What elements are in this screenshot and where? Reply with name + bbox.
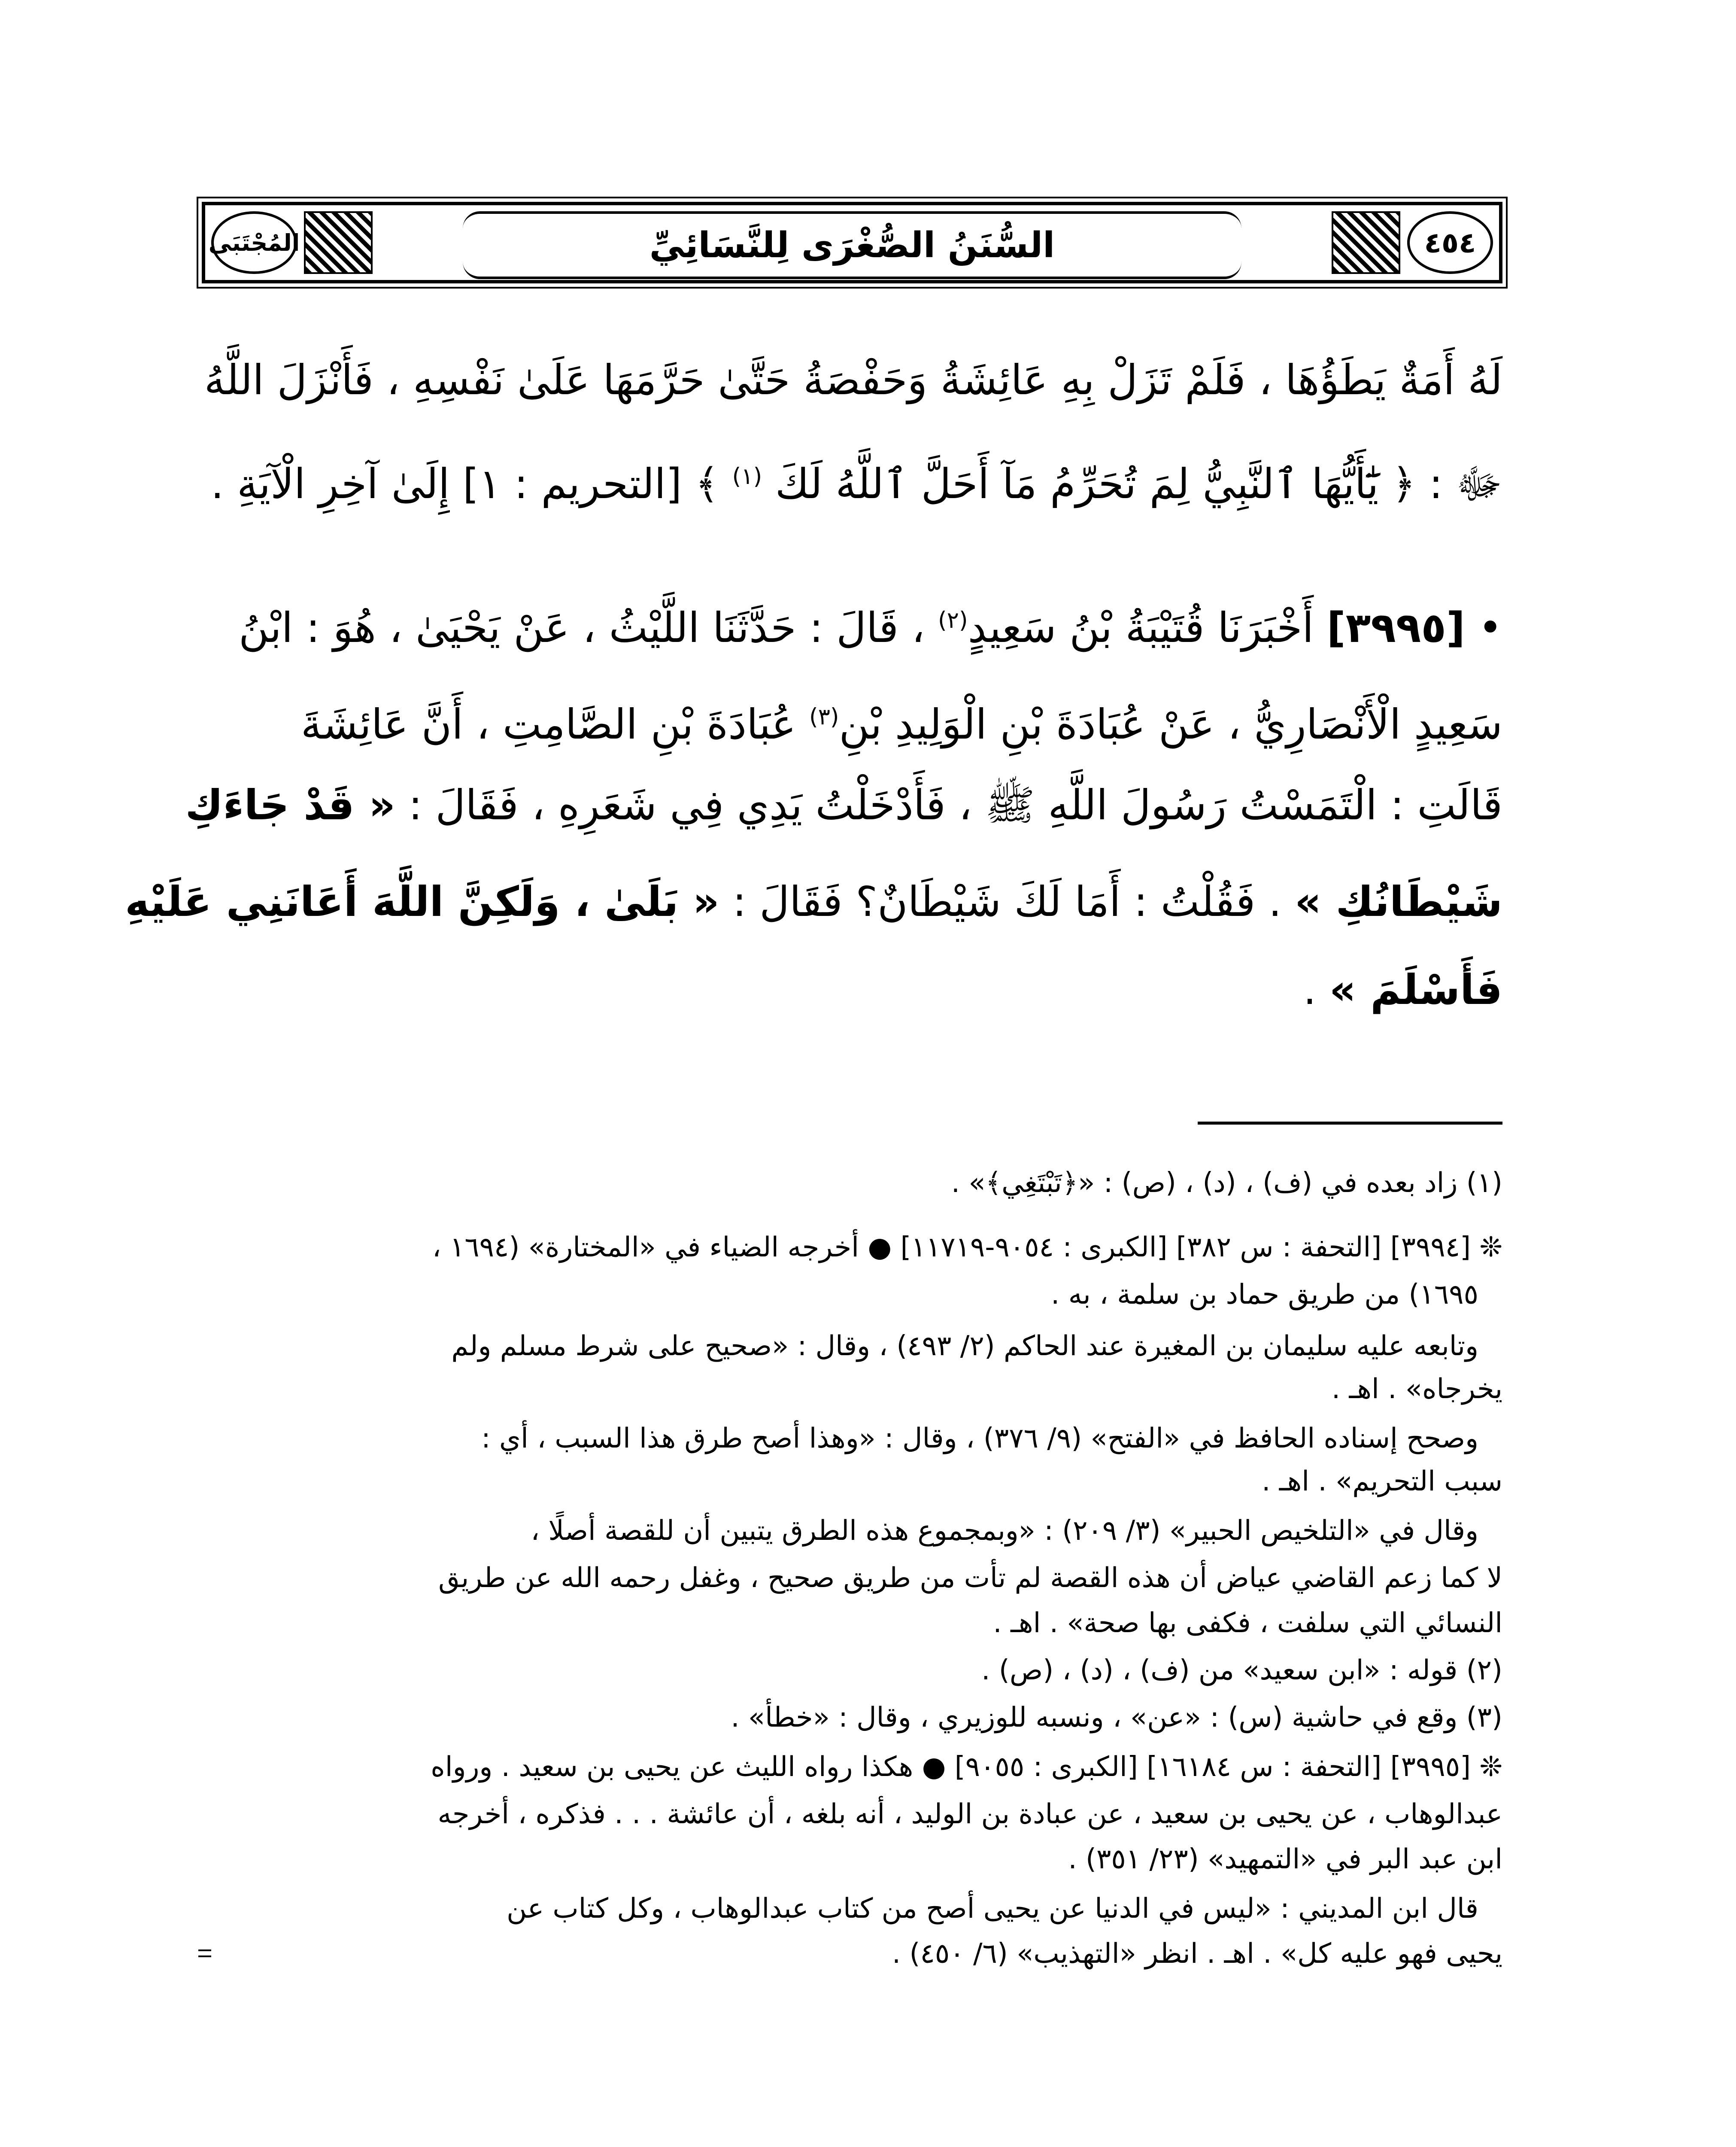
footnote-line: سبب التحريم» . اهـ .	[1262, 1466, 1502, 1497]
footnote-line: (٣) وقع في حاشية (س) : «عن» ، ونسبه للوزيري ، وقال : «خطأ» .	[731, 1702, 1502, 1733]
matn-text: . فَقُلْتُ : أَمَا لَكَ شَيْطَانٌ؟ فَقَالَ :	[732, 878, 1282, 926]
margin-mark-icon	[198, 1949, 211, 1957]
prophet-speech: شَيْطَانُكِ »	[1294, 878, 1502, 926]
footnote-line: ❊ [٣٩٩٥] [التحفة : س ١٦١٨٤] [الكبرى : ٩٠٥٥] ● هكذا رواه الليث عن يحيى بن سعيد . ورواه	[431, 1751, 1502, 1783]
footnote-line: وصحح إسناده الحافظ في «الفتح» (٩/ ٣٧٦) ، وقال : «وهذا أصح طرق هذا السبب ، أي :	[481, 1423, 1478, 1454]
volume-label: المُجْتَبَى	[211, 211, 297, 274]
prophet-speech: فَأَسْلَمَ »	[1329, 966, 1502, 1014]
running-header	[202, 202, 1502, 283]
footnote-line: يخرجاه» . اهـ .	[1331, 1373, 1502, 1405]
footnote-line: (٢) قوله : «ابن سعيد» من (ف) ، (د) ، (ص) .	[981, 1654, 1502, 1686]
footnote-line: قال ابن المديني : «ليس في الدنيا عن يحيى أصح من كتاب عبدالوهاب ، وكل كتاب عن	[507, 1893, 1478, 1925]
isnad-text: ، قَالَ : حَدَّثَنَا اللَّيْثُ ، عَنْ يَحْيَىٰ ، هُوَ : ابْنُ	[238, 604, 925, 652]
footnote-line: وتابعه عليه سليمان بن المغيرة عند الحاكم (٢/ ٤٩٣) ، وقال : «صحيح على شرط مسلم ولم	[451, 1330, 1478, 1362]
text-line: لَهُ أَمَةٌ يَطَؤُهَا ، فَلَمْ تَزَلْ بِهِ عَائِشَةُ وَحَفْصَةُ حَتَّىٰ حَرَّمَهَا عَلَىٰ نَفْسِهِ ، فَأَنْزَلَ اللَّهُ	[204, 356, 1502, 404]
text-line	[185, 777, 1502, 833]
isnad-text: عُبَادَةَ بْنِ الصَّامِتِ ، أَنَّ عَائِشَةَ	[300, 700, 796, 748]
hadith-number: [٣٩٩٥]	[1326, 604, 1465, 652]
header-ornament-icon	[304, 211, 373, 274]
prophet-speech: « قَدْ جَاءَكِ	[185, 781, 395, 829]
footnote-line: ١٦٩٥) من طريق حماد بن سلمة ، به .	[1051, 1279, 1478, 1311]
text-line	[210, 449, 1502, 512]
book-title: السُّنَنُ الصُّغْرَى لِلنَّسَائِيِّ	[463, 211, 1241, 279]
footnote-line: عبدالوهاب ، عن يحيى بن سعيد ، عن عبادة بن الوليد ، أنه بلغه ، أن عائشة . . . فذكره ، أخرجه	[437, 1798, 1502, 1830]
prophet-speech: « بَلَىٰ ، وَلَكِنَّ اللَّهَ أَعَانَنِي عَلَيْهِ	[125, 878, 719, 926]
footnote-separator	[1198, 1122, 1502, 1125]
bullet-icon: •	[1478, 604, 1502, 652]
page-number: ٤٥٤	[1407, 211, 1493, 274]
footnote-ref: (٣)	[809, 704, 839, 730]
footnote-line: النسائي التي سلفت ، فكفى بها صحة» . اهـ .	[993, 1607, 1502, 1639]
text-line	[232, 962, 1502, 1018]
footnote-line: (١) زاد بعده في (ف) ، (د) ، (ص) : «﴿تَبْتَغِي﴾» .	[951, 1167, 1502, 1199]
isnad-text: سَعِيدٍ الْأَنْصَارِيُّ ، عَنْ عُبَادَةَ بْنِ الْوَلِيدِ بْنِ	[839, 700, 1502, 748]
text-line	[125, 874, 1502, 930]
footnote-line: وقال في «التلخيص الحبير» (٣/ ٢٠٩) : «وبمجموع هذه الطرق يتبين أن للقصة أصلًا ،	[531, 1515, 1478, 1547]
text-line	[232, 689, 1502, 752]
footnote-line: يحيى فهو عليه كل» . اهـ . انظر «التهذيب» (٦/ ٤٥٠) .	[892, 1938, 1502, 1970]
footnote-ref: (٢)	[938, 607, 968, 633]
verse-citation: ﴾ [التحريم : ١] إِلَىٰ آخِرِ الْآيَةِ .	[210, 460, 719, 508]
footnote-line: ابن عبد البر في «التمهيد» (٢٣/ ٣٥١) .	[1068, 1843, 1502, 1875]
header-ornament-icon	[1332, 211, 1400, 274]
quran-verse: ﷻ : ﴿ يَٰٓأَيُّهَا ٱلنَّبِيُّ لِمَ تُحَرِّمُ مَآ أَحَلَّ ٱللَّهُ لَكَ	[775, 460, 1502, 508]
text-line	[232, 593, 1502, 656]
footnote-ref: (١)	[732, 463, 762, 490]
matn-text: قَالَتِ : الْتَمَسْتُ رَسُولَ اللَّهِ ﷺ ، فَأَدْخَلْتُ يَدِي فِي شَعَرِهِ ، فَقَالَ :	[408, 781, 1502, 829]
footnote-line: لا كما زعم القاضي عياض أن هذه القصة لم تأت من طريق صحيح ، وغفل رحمه الله عن طريق	[438, 1562, 1502, 1594]
matn-text: .	[1303, 966, 1317, 1014]
footnote-line: ❊ [٣٩٩٤] [التحفة : س ٣٨٢] [الكبرى : ٩٠٥٤-١١٧١٩] ● أخرجه الضياء في «المختارة» (١٦٩٤ ،	[432, 1232, 1502, 1263]
isnad-text: أَخْبَرَنَا قُتَيْبَةُ بْنُ سَعِيدٍ	[968, 604, 1314, 652]
